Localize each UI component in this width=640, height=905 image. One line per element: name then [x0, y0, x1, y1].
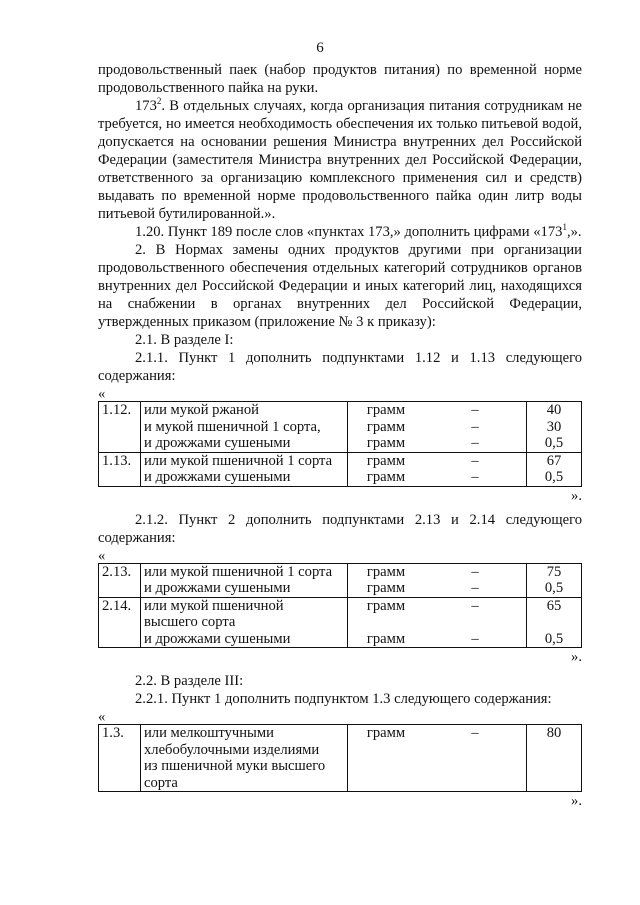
dash-cell: –: [424, 402, 527, 419]
dash-cell: –: [471, 418, 479, 435]
paragraph-2-1-2: 2.1.2. Пункт 2 дополнить подпунктами 2.13 и 2.14 следующего содержания:: [98, 511, 582, 546]
dash-cell: –: [424, 563, 527, 580]
item-number-cell: [99, 775, 141, 792]
table-section-2-items: [98, 563, 582, 649]
product-cell: хлебобулочными изделиями: [141, 742, 348, 759]
unit-cell: грамм: [348, 563, 425, 580]
quantity-cell: 65: [527, 597, 582, 614]
product-cell: и мукой пшеничной 1 сорта,: [141, 419, 348, 436]
table-row: [99, 402, 582, 419]
quantity-cell: 67: [527, 452, 582, 469]
product-cell: или мукой пшеничной 1 сорта: [141, 563, 348, 580]
page-number: 6: [316, 40, 324, 56]
table-row: [99, 469, 582, 486]
product-cell: или мукой пшеничной 1 сорта: [141, 452, 348, 469]
product-cell: или мукой пшеничной: [141, 597, 348, 614]
product-cell: и дрожжами сушеными: [141, 631, 348, 648]
item-number-cell: 1.13.: [99, 452, 141, 469]
paragraph-2-1: 2.1. В разделе I:: [135, 332, 234, 348]
item-number-cell: [99, 614, 141, 631]
item-number-cell: [99, 742, 141, 759]
dash-cell: [424, 775, 527, 792]
table-row: [99, 563, 582, 580]
table-row: [99, 742, 582, 759]
unit-cell: грамм: [348, 725, 425, 742]
table-row: [99, 631, 582, 648]
dash-cell: –: [424, 435, 527, 452]
quote-close: ».: [571, 793, 582, 809]
dash-cell: –: [424, 725, 527, 742]
table-row: [99, 435, 582, 452]
product-cell: высшего сорта: [141, 614, 348, 631]
quantity-cell: 80: [527, 725, 582, 742]
product-cell: или мелкоштучными: [141, 725, 348, 742]
paragraph-2-1-1: 2.1.1. Пункт 1 дополнить подпунктами 1.12 и 1.13 следующего содержания:: [98, 350, 582, 384]
table-row: [99, 597, 582, 614]
quote-open: «: [98, 547, 106, 564]
dash-cell: [424, 614, 527, 631]
item-number-cell: [99, 631, 141, 648]
item-number-cell: 2.13.: [99, 563, 141, 580]
item-number-cell: [99, 469, 141, 486]
unit-cell: грамм: [348, 580, 425, 597]
table-row: [99, 614, 582, 631]
dash-cell: –: [424, 597, 527, 614]
unit-cell: [348, 775, 425, 792]
quantity-cell: [527, 614, 582, 631]
dash-cell: [424, 742, 527, 759]
quantity-cell: 30: [527, 419, 582, 436]
quantity-cell: 40: [527, 402, 582, 419]
clause-superscript: 2: [156, 96, 162, 107]
product-cell: и дрожжами сушеными: [141, 435, 348, 452]
table-row: [99, 725, 582, 742]
quantity-cell: 75: [527, 563, 582, 580]
quantity-cell: [527, 775, 582, 792]
quote-close: ».: [571, 487, 582, 504]
table-row: [99, 758, 582, 775]
item-number-cell: 2.14.: [99, 597, 141, 614]
item-number-cell: [99, 419, 141, 436]
table-row: [99, 580, 582, 597]
item-number-cell: 1.3.: [99, 725, 141, 742]
clause-superscript: 1: [562, 222, 567, 233]
quantity-cell: 0,5: [527, 469, 582, 486]
unit-cell: грамм: [348, 452, 425, 469]
unit-cell: [348, 758, 425, 775]
quote-close: ».: [571, 649, 582, 665]
dash-cell: –: [424, 469, 527, 486]
unit-cell: [348, 614, 425, 631]
dash-cell: –: [424, 580, 527, 597]
product-cell: или мукой ржаной: [141, 402, 348, 419]
item-number-cell: [99, 435, 141, 452]
quote-open: «: [98, 709, 106, 725]
unit-cell: грамм: [348, 597, 425, 614]
table-row: [99, 775, 582, 792]
table-section-3-items: [98, 724, 582, 792]
paragraph-ration-continuation: продовольственный паек (набор продуктов питания) по временной норме продовольственного пайка на руки.: [98, 62, 582, 96]
quantity-cell: [527, 758, 582, 775]
paragraph-2-2-1: 2.2.1. Пункт 1 дополнить подпунктом 1.3 следующего содержания:: [135, 691, 552, 707]
paragraph-2-2: 2.2. В разделе III:: [135, 673, 244, 689]
item-number-cell: 1.12.: [99, 402, 141, 419]
item-number-cell: [99, 758, 141, 775]
unit-cell: грамм: [366, 418, 406, 435]
quantity-cell: 0,5: [527, 580, 582, 597]
quantity-cell: 0,5: [527, 435, 582, 452]
dash-cell: [424, 758, 527, 775]
item-number-cell: [99, 580, 141, 597]
table-section-1-items: [98, 401, 582, 487]
paragraph-1-20: [98, 223, 582, 241]
paragraph-173-2: [98, 97, 582, 223]
clause-text: . В отдельных случаях, когда организация питания сотрудникам не требуется, но имеется необходимость обеспечения их только питьевой водой, допускается на основании решения Министра внутренних дел Российской Федерации (заместителя Министра внутренних дел Российской Федерации, ответственного за организацию комплексного применения сил и средств) выдавать по временной норме продовольственного пайка один литр воды питьевой бутилированной.».: [98, 98, 582, 222]
unit-cell: грамм: [348, 402, 425, 419]
clause-number: 173: [135, 98, 157, 114]
product-cell: и дрожжами сушеными: [141, 580, 348, 597]
unit-cell: грамм: [348, 435, 425, 452]
table-row: [99, 452, 582, 469]
quote-open: «: [98, 386, 106, 402]
clause-text-end: ,».: [566, 224, 582, 240]
quantity-cell: [527, 742, 582, 759]
product-cell: сорта: [141, 775, 348, 792]
clause-text: 1.20. Пункт 189 после слов «пунктах 173,» дополнить цифрами «173: [135, 224, 563, 240]
unit-cell: [348, 742, 425, 759]
unit-cell: грамм: [348, 631, 425, 648]
paragraph-2: 2. В Нормах замены одних продуктов другими при организации продовольственного обеспечения отдельных категорий сотрудников органов внутренних дел Российской Федерации и иных категорий лиц, находящихся на снабжении в органах внутренних дел Российской Федерации, утвержденных приказом (приложение № 3 к приказу):: [98, 242, 582, 330]
product-cell: и дрожжами сушеными: [141, 469, 348, 486]
product-cell: из пшеничной муки высшего: [141, 758, 348, 775]
table-row: [99, 419, 582, 436]
dash-cell: –: [424, 631, 527, 648]
document-body: [98, 61, 582, 810]
unit-cell: грамм: [348, 469, 425, 486]
dash-cell: –: [424, 452, 527, 469]
quantity-cell: 0,5: [527, 631, 582, 648]
